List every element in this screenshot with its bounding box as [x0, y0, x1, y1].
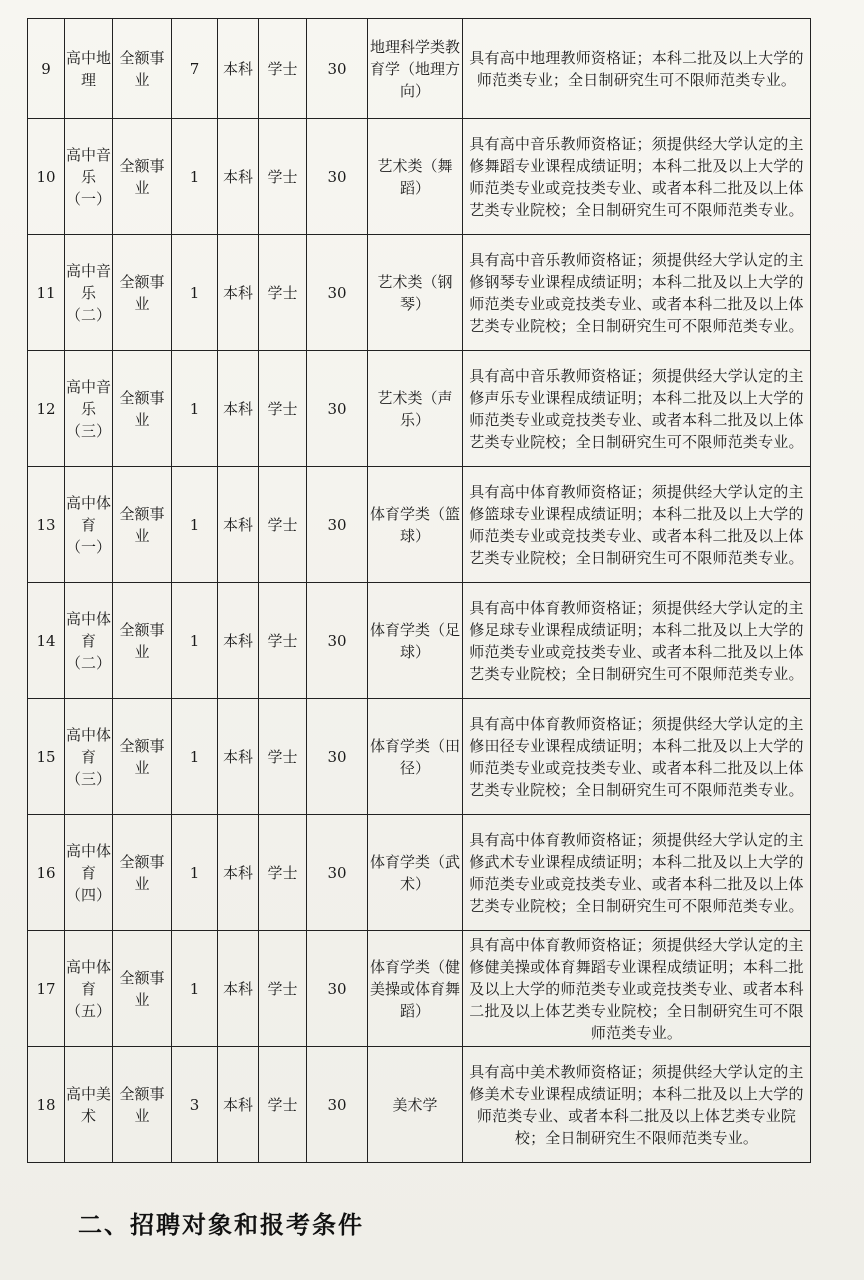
post-name: 高中美术	[65, 1047, 113, 1163]
requirements: 具有高中音乐教师资格证；须提供经大学认定的主修钢琴专业课程成绩证明；本科二批及以上大学的师范类专业或竞技类专业、或者本科二批及以上体艺类专业院校；全日制研究生可不限师范类专业。	[463, 235, 811, 351]
education-level: 本科	[218, 1047, 259, 1163]
table-row	[28, 699, 811, 815]
degree: 学士	[259, 351, 307, 467]
row-number: 14	[28, 583, 65, 699]
funding-nature: 全额事业	[113, 1047, 172, 1163]
degree: 学士	[259, 1047, 307, 1163]
funding-nature: 全额事业	[113, 931, 172, 1047]
hire-count: 1	[172, 583, 218, 699]
requirements: 具有高中美术教师资格证；须提供经大学认定的主修美术专业课程成绩证明；本科二批及以上大学的师范类专业、或者本科二批及以上体艺类专业院校；全日制研究生不限师范类专业。	[463, 1047, 811, 1163]
funding-nature: 全额事业	[113, 815, 172, 931]
education-level: 本科	[218, 19, 259, 119]
table-row	[28, 583, 811, 699]
age-limit: 30	[307, 235, 368, 351]
hire-count: 1	[172, 351, 218, 467]
degree: 学士	[259, 583, 307, 699]
major: 艺术类（声乐）	[368, 351, 463, 467]
major: 体育学类（田径）	[368, 699, 463, 815]
major: 地理科学类教育学（地理方向）	[368, 19, 463, 119]
education-level: 本科	[218, 467, 259, 583]
requirements: 具有高中体育教师资格证；须提供经大学认定的主修武术专业课程成绩证明；本科二批及以上大学的师范类专业或竞技类专业、或者本科二批及以上体艺类专业院校；全日制研究生可不限师范类专业。	[463, 815, 811, 931]
row-number: 16	[28, 815, 65, 931]
age-limit: 30	[307, 1047, 368, 1163]
post-name: 高中地理	[65, 19, 113, 119]
row-number: 9	[28, 19, 65, 119]
row-number: 12	[28, 351, 65, 467]
post-name: 高中音乐（一）	[65, 119, 113, 235]
hire-count: 1	[172, 467, 218, 583]
degree: 学士	[259, 119, 307, 235]
hire-count: 1	[172, 235, 218, 351]
post-name: 高中体育（三）	[65, 699, 113, 815]
funding-nature: 全额事业	[113, 467, 172, 583]
degree: 学士	[259, 699, 307, 815]
funding-nature: 全额事业	[113, 699, 172, 815]
recruitment-table	[27, 18, 811, 1163]
table-row	[28, 19, 811, 119]
funding-nature: 全额事业	[113, 19, 172, 119]
requirements: 具有高中体育教师资格证；须提供经大学认定的主修足球专业课程成绩证明；本科二批及以上大学的师范类专业或竞技类专业、或者本科二批及以上体艺类专业院校；全日制研究生可不限师范类专业。	[463, 583, 811, 699]
row-number: 13	[28, 467, 65, 583]
funding-nature: 全额事业	[113, 583, 172, 699]
table-row	[28, 815, 811, 931]
row-number: 15	[28, 699, 65, 815]
degree: 学士	[259, 235, 307, 351]
post-name: 高中体育（五）	[65, 931, 113, 1047]
requirements: 具有高中地理教师资格证；本科二批及以上大学的师范类专业；全日制研究生可不限师范类专业。	[463, 19, 811, 119]
table-row	[28, 351, 811, 467]
age-limit: 30	[307, 119, 368, 235]
major: 艺术类（舞蹈）	[368, 119, 463, 235]
education-level: 本科	[218, 235, 259, 351]
row-number: 10	[28, 119, 65, 235]
degree: 学士	[259, 815, 307, 931]
degree: 学士	[259, 19, 307, 119]
education-level: 本科	[218, 931, 259, 1047]
major: 体育学类（篮球）	[368, 467, 463, 583]
requirements: 具有高中音乐教师资格证；须提供经大学认定的主修声乐专业课程成绩证明；本科二批及以上大学的师范类专业或竞技类专业、或者本科二批及以上体艺类专业院校；全日制研究生可不限师范类专业。	[463, 351, 811, 467]
education-level: 本科	[218, 351, 259, 467]
hire-count: 1	[172, 119, 218, 235]
row-number: 17	[28, 931, 65, 1047]
age-limit: 30	[307, 815, 368, 931]
post-name: 高中体育（二）	[65, 583, 113, 699]
section-heading: 二、招聘对象和报考条件	[78, 1211, 364, 1239]
post-name: 高中音乐（三）	[65, 351, 113, 467]
age-limit: 30	[307, 467, 368, 583]
hire-count: 1	[172, 931, 218, 1047]
table-row	[28, 235, 811, 351]
education-level: 本科	[218, 119, 259, 235]
degree: 学士	[259, 467, 307, 583]
major: 体育学类（武术）	[368, 815, 463, 931]
age-limit: 30	[307, 699, 368, 815]
hire-count: 3	[172, 1047, 218, 1163]
table-row	[28, 1047, 811, 1163]
age-limit: 30	[307, 351, 368, 467]
major: 体育学类（足球）	[368, 583, 463, 699]
hire-count: 7	[172, 19, 218, 119]
table-row	[28, 467, 811, 583]
table-body	[28, 19, 811, 1163]
education-level: 本科	[218, 583, 259, 699]
requirements: 具有高中体育教师资格证；须提供经大学认定的主修健美操或体育舞蹈专业课程成绩证明；本科二批及以上大学的师范类专业或竞技类专业、或者本科二批及以上体艺类专业院校；全日制研究生可不限师范类专业。	[463, 931, 811, 1047]
requirements: 具有高中体育教师资格证；须提供经大学认定的主修篮球专业课程成绩证明；本科二批及以上大学的师范类专业或竞技类专业、或者本科二批及以上体艺类专业院校；全日制研究生可不限师范类专业。	[463, 467, 811, 583]
degree: 学士	[259, 931, 307, 1047]
row-number: 18	[28, 1047, 65, 1163]
major: 美术学	[368, 1047, 463, 1163]
education-level: 本科	[218, 699, 259, 815]
major: 艺术类（钢琴）	[368, 235, 463, 351]
post-name: 高中体育（四）	[65, 815, 113, 931]
funding-nature: 全额事业	[113, 351, 172, 467]
table-row	[28, 931, 811, 1047]
requirements: 具有高中音乐教师资格证；须提供经大学认定的主修舞蹈专业课程成绩证明；本科二批及以上大学的师范类专业或竞技类专业、或者本科二批及以上体艺类专业院校；全日制研究生可不限师范类专业。	[463, 119, 811, 235]
hire-count: 1	[172, 815, 218, 931]
row-number: 11	[28, 235, 65, 351]
major: 体育学类（健美操或体育舞蹈）	[368, 931, 463, 1047]
post-name: 高中体育（一）	[65, 467, 113, 583]
funding-nature: 全额事业	[113, 119, 172, 235]
age-limit: 30	[307, 19, 368, 119]
funding-nature: 全额事业	[113, 235, 172, 351]
hire-count: 1	[172, 699, 218, 815]
requirements: 具有高中体育教师资格证；须提供经大学认定的主修田径专业课程成绩证明；本科二批及以上大学的师范类专业或竞技类专业、或者本科二批及以上体艺类专业院校；全日制研究生可不限师范类专业。	[463, 699, 811, 815]
age-limit: 30	[307, 583, 368, 699]
age-limit: 30	[307, 931, 368, 1047]
post-name: 高中音乐（二）	[65, 235, 113, 351]
table-row	[28, 119, 811, 235]
education-level: 本科	[218, 815, 259, 931]
